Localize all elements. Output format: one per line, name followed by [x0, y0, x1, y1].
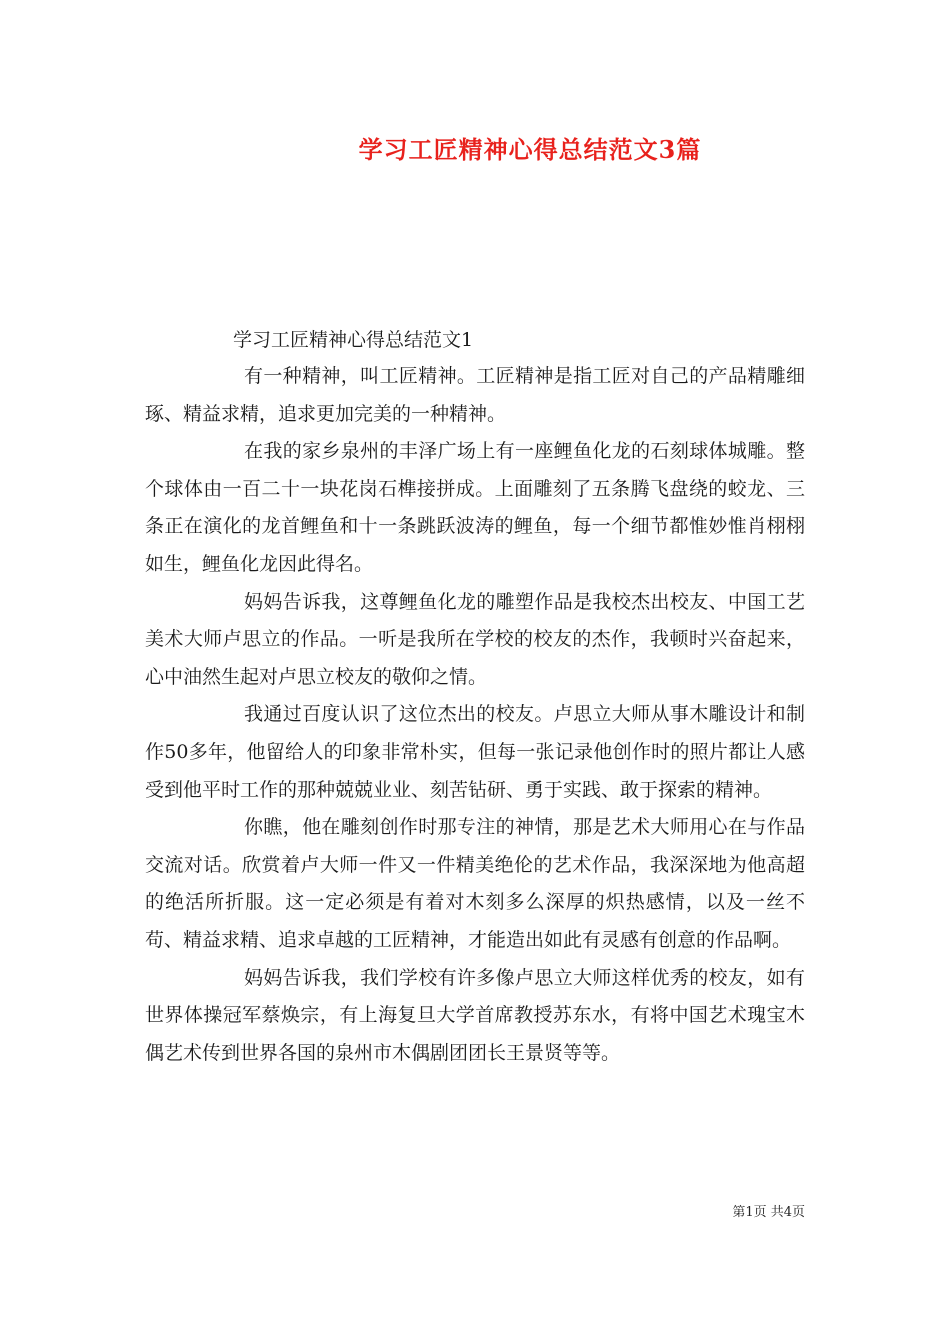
section-heading: 学习工匠精神心得总结范文1 [233, 329, 474, 351]
paragraph: 我通过百度认识了这位杰出的校友。卢思立大师从事木雕设计和制作50多年，他留给人的印象非常朴实，但每一张记录他创作时的照片都让人感受到他平时工作的那种兢兢业业、刻苦钻研、勇于实践、敢于探索的精神。 [145, 703, 805, 801]
paragraph: 你瞧，他在雕刻创作时那专注的神情，那是艺术大师用心在与作品交流对话。欣赏着卢大师一件又一件精美绝伦的艺术作品，我深深地为他高超的绝活所折服。这一定必须是有着对木刻多么深厚的炽热感情，以及一丝不苟、精益求精、追求卓越的工匠精神，才能造出如此有灵感有创意的作品啊。 [145, 816, 805, 951]
paragraph: 妈妈告诉我，我们学校有许多像卢思立大师这样优秀的校友，如有世界体操冠军蔡焕宗，有上海复旦大学首席教授苏东水，有将中国艺术瑰宝木偶艺术传到世界各国的泉州市木偶剧团团长王景贤等等。 [145, 966, 805, 1064]
article-body [145, 322, 805, 1072]
paragraph: 在我的家乡泉州的丰泽广场上有一座鲤鱼化龙的石刻球体城雕。整个球体由一百二十一块花岗石榫接拼成。上面雕刻了五条腾飞盘绕的蛟龙、三条正在演化的龙首鲤鱼和十一条跳跃波涛的鲤鱼，每一个细节都惟妙惟肖栩栩如生，鲤鱼化龙因此得名。 [145, 440, 805, 575]
page-number: 第1页 共4页 [732, 1205, 805, 1220]
paragraph: 妈妈告诉我，这尊鲤鱼化龙的雕塑作品是我校杰出校友、中国工艺美术大师卢思立的作品。一听是我所在学校的校友的杰作，我顿时兴奋起来，心中油然生起对卢思立校友的敬仰之情。 [145, 590, 805, 688]
paragraph: 有一种精神，叫工匠精神。工匠精神是指工匠对自己的产品精雕细琢、精益求精，追求更加完美的一种精神。 [145, 365, 805, 425]
document-title: 学习工匠精神心得总结范文3篇 [358, 135, 702, 164]
